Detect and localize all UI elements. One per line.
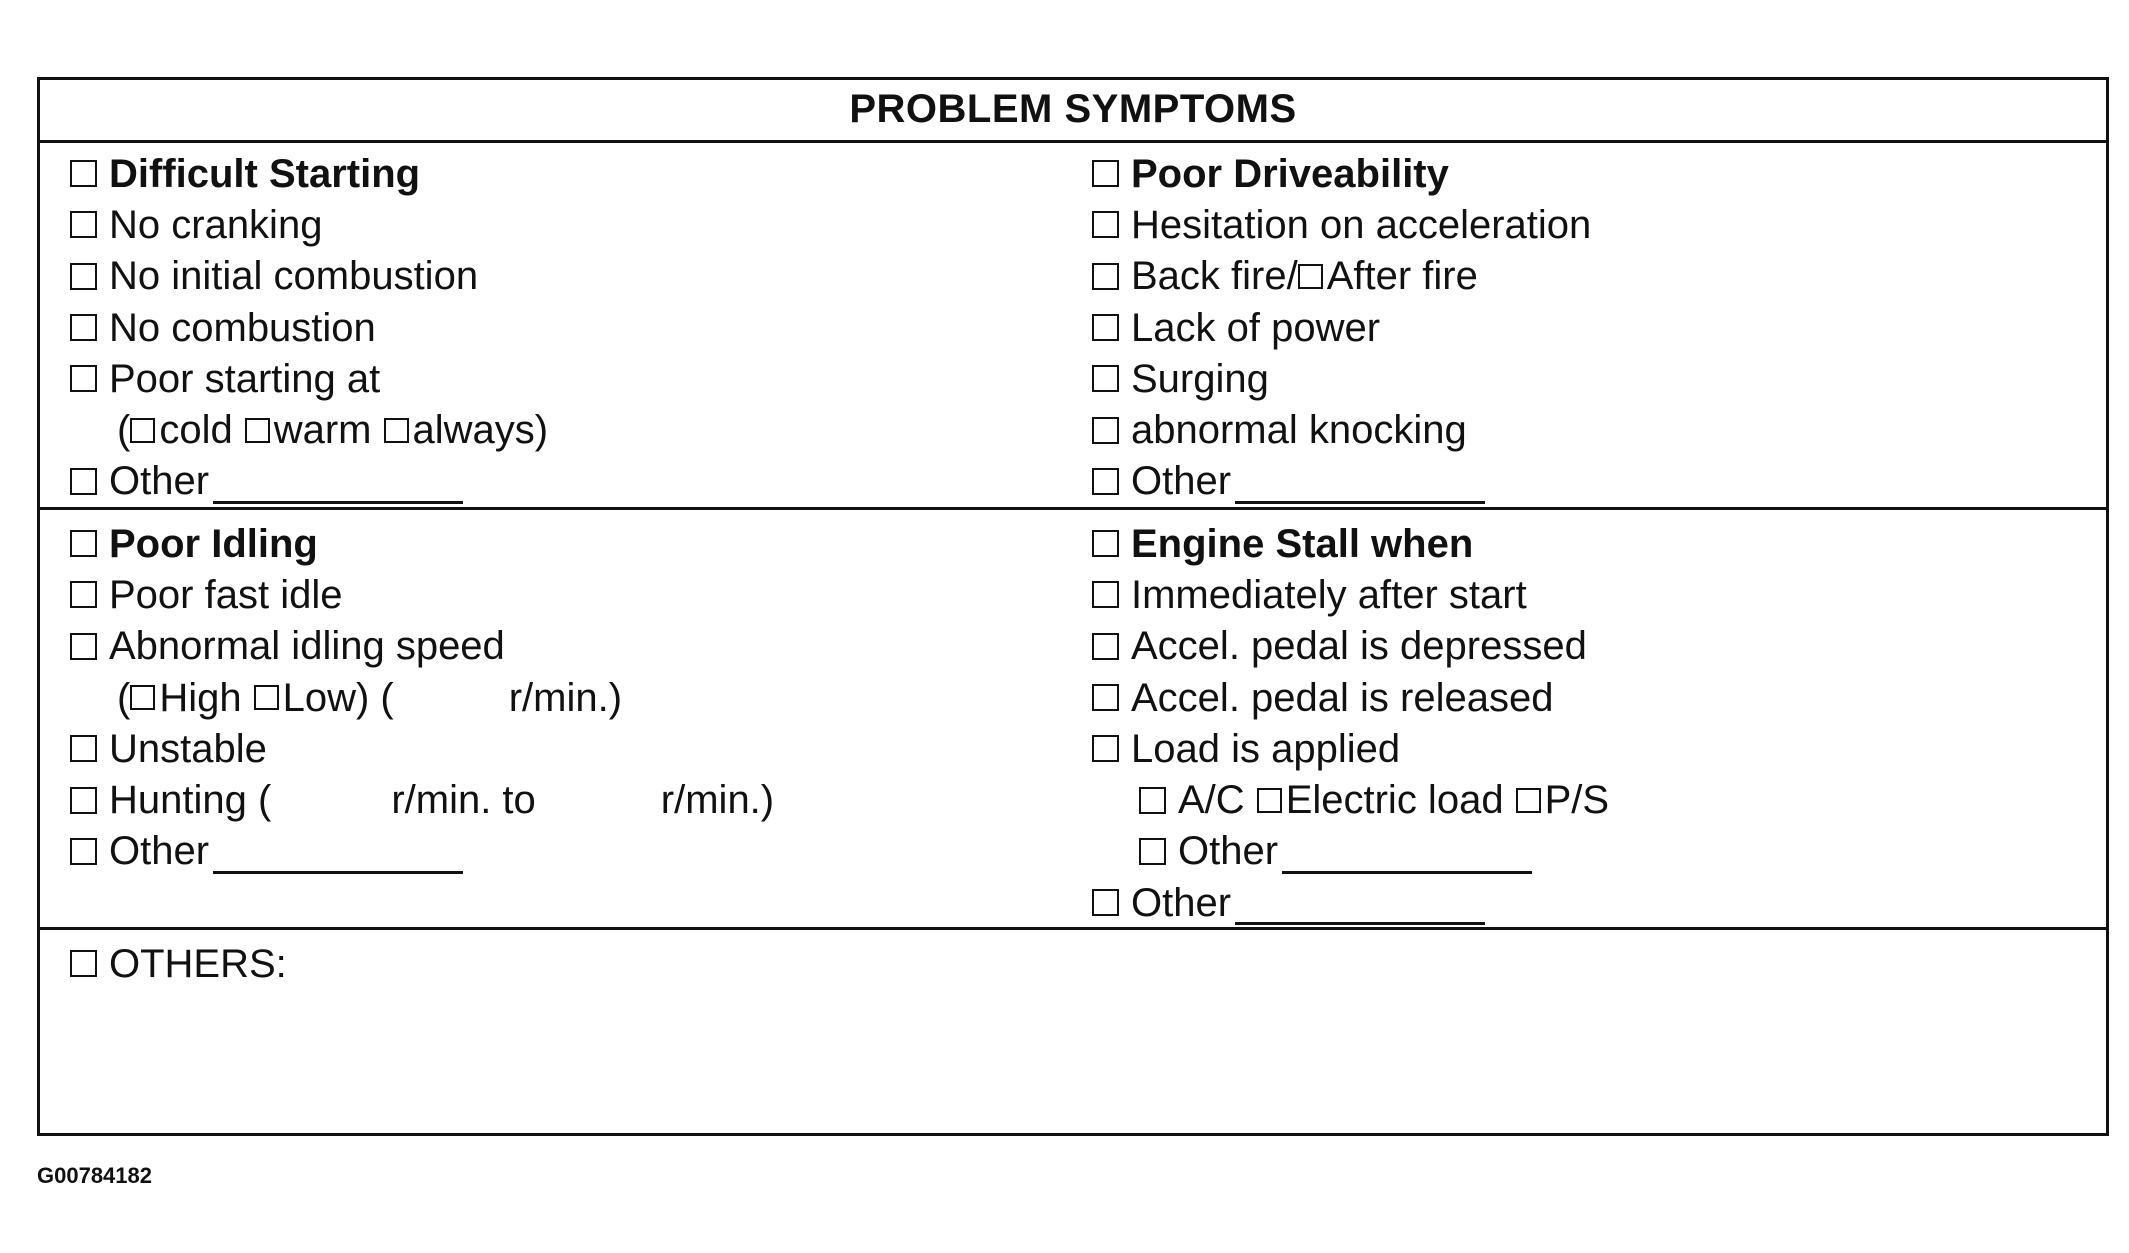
section-starting-driveability: [40, 140, 2106, 510]
abnormal-idling-speed-checkbox[interactable]: [70, 633, 97, 660]
load-other-blank[interactable]: [1282, 839, 1532, 874]
load-applied-checkbox[interactable]: [1092, 735, 1119, 762]
warm-label: warm: [273, 408, 372, 453]
poor-idling-row: [70, 518, 774, 569]
back-fire-label: Back fire/: [1131, 254, 1298, 299]
hunting-close: r/min.): [660, 778, 775, 823]
electric-load-label: Electric load: [1285, 778, 1504, 823]
abnormal-idling-speed-row: [70, 621, 774, 672]
idling-other-label: Other: [109, 829, 210, 874]
poor-starting-row: [70, 353, 548, 404]
idling-speed-options-row: [70, 672, 774, 723]
ps-label: P/S: [1544, 778, 1610, 823]
load-other-label: Other: [1178, 829, 1279, 874]
ps-checkbox[interactable]: [1516, 788, 1541, 813]
others-label: OTHERS:: [109, 941, 287, 986]
hesitation-checkbox[interactable]: [1092, 211, 1119, 238]
difficult-starting-heading: Difficult Starting: [109, 151, 421, 196]
engine-stall-checkbox[interactable]: [1092, 530, 1119, 557]
no-combustion-row: [70, 302, 548, 353]
abnormal-knocking-label: abnormal knocking: [1131, 408, 1467, 453]
others-row: [70, 938, 287, 989]
always-label: always: [412, 408, 535, 453]
others-group: [70, 938, 287, 989]
starting-other-checkbox[interactable]: [70, 468, 97, 495]
hesitation-label: Hesitation on acceleration: [1131, 202, 1592, 247]
starting-other-label: Other: [109, 459, 210, 504]
accel-released-checkbox[interactable]: [1092, 684, 1119, 711]
poor-idling-heading: Poor Idling: [109, 521, 318, 566]
no-combustion-label: No combustion: [109, 305, 376, 350]
paren-open: (: [117, 408, 131, 453]
immediately-after-start-checkbox[interactable]: [1092, 581, 1119, 608]
low-label: Low) (: [282, 675, 394, 720]
immediately-after-start-row: [1092, 569, 1609, 620]
abnormal-idling-speed-label: Abnormal idling speed: [109, 624, 505, 669]
hesitation-row: [1092, 199, 1591, 250]
after-fire-checkbox[interactable]: [1298, 264, 1323, 289]
engine-stall-heading: Engine Stall when: [1131, 521, 1474, 566]
poor-idling-checkbox[interactable]: [70, 530, 97, 557]
poor-driveability-checkbox[interactable]: [1092, 160, 1119, 187]
load-applied-row: [1092, 723, 1609, 774]
poor-fast-idle-label: Poor fast idle: [109, 572, 343, 617]
high-checkbox[interactable]: [130, 685, 155, 710]
poor-starting-checkbox[interactable]: [70, 365, 97, 392]
poor-idling-group: [70, 518, 774, 877]
difficult-starting-group: [70, 148, 548, 507]
driveability-other-row: [1092, 456, 1591, 507]
idle-rpm-close: r/min.): [508, 675, 623, 720]
figure-code: G00784182: [37, 1163, 152, 1188]
idling-other-blank[interactable]: [213, 839, 463, 874]
section-idling-stall: [40, 510, 2106, 930]
lack-of-power-row: [1092, 302, 1591, 353]
load-other-row: [1092, 826, 1609, 877]
idle-paren-open: (: [117, 675, 131, 720]
after-fire-label: After fire: [1326, 254, 1478, 299]
stall-other-row: [1092, 877, 1609, 928]
no-initial-combustion-row: [70, 251, 548, 302]
unstable-label: Unstable: [109, 726, 267, 771]
poor-driveability-row: [1092, 148, 1591, 199]
no-cranking-row: [70, 199, 548, 250]
starting-other-blank[interactable]: [213, 469, 463, 504]
load-options-row: [1092, 774, 1609, 825]
difficult-starting-row: [70, 148, 548, 199]
no-cranking-label: No cranking: [109, 202, 323, 247]
hunting-row: [70, 774, 774, 825]
no-combustion-checkbox[interactable]: [70, 314, 97, 341]
paren-close: ): [534, 408, 549, 453]
lack-of-power-checkbox[interactable]: [1092, 314, 1119, 341]
idling-other-checkbox[interactable]: [70, 838, 97, 865]
accel-depressed-checkbox[interactable]: [1092, 633, 1119, 660]
form-title: PROBLEM SYMPTOMS: [40, 80, 2106, 143]
abnormal-knocking-checkbox[interactable]: [1092, 417, 1119, 444]
hunting-to: r/min. to: [391, 778, 536, 823]
stall-other-checkbox[interactable]: [1092, 889, 1119, 916]
poor-starting-label: Poor starting at: [109, 356, 381, 401]
no-initial-combustion-label: No initial combustion: [109, 254, 479, 299]
immediately-after-start-label: Immediately after start: [1131, 572, 1527, 617]
poor-driveability-group: [1092, 148, 1591, 507]
no-initial-combustion-checkbox[interactable]: [70, 263, 97, 290]
surging-row: [1092, 353, 1591, 404]
poor-starting-options-row: [70, 404, 548, 455]
accel-released-row: [1092, 672, 1609, 723]
ac-checkbox[interactable]: [1139, 787, 1166, 814]
driveability-other-blank[interactable]: [1235, 469, 1485, 504]
load-applied-label: Load is applied: [1131, 726, 1401, 771]
ac-label: A/C: [1178, 778, 1245, 823]
problem-symptoms-form: [37, 77, 2109, 1136]
low-checkbox[interactable]: [254, 685, 279, 710]
driveability-other-checkbox[interactable]: [1092, 468, 1119, 495]
driveability-other-label: Other: [1131, 459, 1232, 504]
back-fire-checkbox[interactable]: [1092, 263, 1119, 290]
section-others: [40, 930, 2106, 1133]
warm-checkbox[interactable]: [245, 418, 270, 443]
unstable-checkbox[interactable]: [70, 735, 97, 762]
others-checkbox[interactable]: [70, 950, 97, 977]
high-label: High: [159, 675, 242, 720]
poor-fast-idle-row: [70, 569, 774, 620]
accel-depressed-row: [1092, 621, 1609, 672]
poor-driveability-heading: Poor Driveability: [1131, 151, 1449, 196]
hunting-open: Hunting (: [109, 778, 272, 823]
lack-of-power-label: Lack of power: [1131, 305, 1381, 350]
difficult-starting-checkbox[interactable]: [70, 160, 97, 187]
idling-other-row: [70, 826, 774, 877]
stall-other-blank[interactable]: [1235, 890, 1485, 925]
engine-stall-group: [1092, 518, 1609, 928]
always-checkbox[interactable]: [384, 418, 409, 443]
cold-checkbox[interactable]: [130, 418, 155, 443]
starting-other-row: [70, 456, 548, 507]
engine-stall-row: [1092, 518, 1609, 569]
surging-checkbox[interactable]: [1092, 365, 1119, 392]
unstable-row: [70, 723, 774, 774]
accel-depressed-label: Accel. pedal is depressed: [1131, 624, 1587, 669]
poor-fast-idle-checkbox[interactable]: [70, 581, 97, 608]
abnormal-knocking-row: [1092, 404, 1591, 455]
stall-other-label: Other: [1131, 880, 1232, 925]
no-cranking-checkbox[interactable]: [70, 211, 97, 238]
surging-label: Surging: [1131, 356, 1269, 401]
fire-row: [1092, 251, 1591, 302]
load-other-checkbox[interactable]: [1139, 838, 1166, 865]
electric-load-checkbox[interactable]: [1257, 788, 1282, 813]
hunting-checkbox[interactable]: [70, 787, 97, 814]
cold-label: cold: [159, 408, 233, 453]
accel-released-label: Accel. pedal is released: [1131, 675, 1554, 720]
